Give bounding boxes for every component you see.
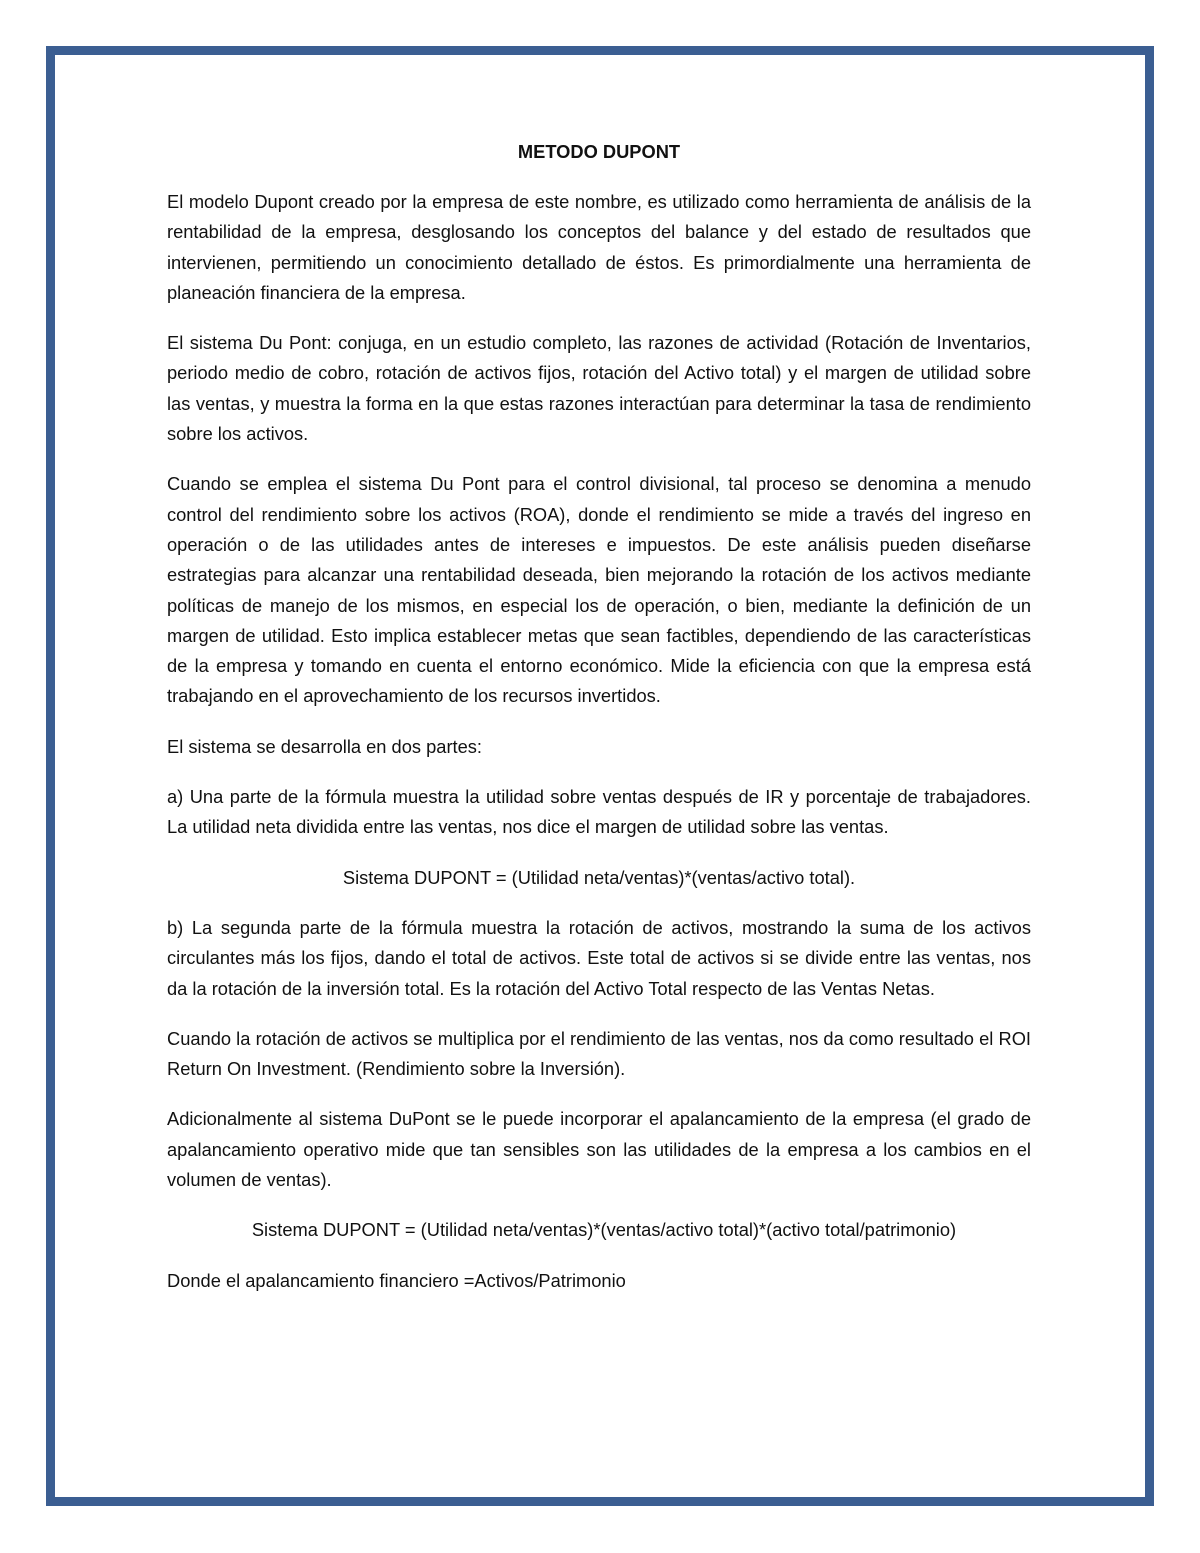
paragraph-control-divisional: Cuando se emplea el sistema Du Pont para el control divisional, tal proceso se denomina a menudo control del rendimiento sobre los activos (ROA), donde el rendimiento se mide a través del ingreso en operación o de las utilidades antes de intereses e impuestos. De este análisis pueden diseñarse estrategias para alcanzar una rentabilidad deseada, bien mejorando la rotación de los activos mediante políticas de manejo de los mismos, en especial los de operación, o bien, mediante la definición de un margen de utilidad. Esto implica establecer metas que sean factibles, dependiendo de las características de la empresa y tomando en cuenta el entorno económico. Mide la eficiencia con que la empresa está trabajando en el aprovechamiento de los recursos invertidos. <box>167 473 1031 707</box>
paragraph-parte-b: b) La segunda parte de la fórmula muestra la rotación de activos, mostrando la suma de los activos circulantes más los fijos, dando el total de activos. Este total de activos si se divide entre las ventas, nos da la rotación de la inversión total. Es la rotación del Activo Total respecto de las Ventas Netas. <box>167 916 1031 999</box>
paragraph-parte-a: a) Una parte de la fórmula muestra la utilidad sobre ventas después de IR y porcentaje de trabajadores. La utilidad neta dividida entre las ventas, nos dice el margen de utilidad sobre las ventas. <box>167 786 1031 838</box>
formula-dupont-2: Sistema DUPONT = (Utilidad neta/ventas)*(ventas/activo total)*(activo total/patrimonio) <box>251 1219 957 1241</box>
closing-line: Donde el apalancamiento financiero =Activos/Patrimonio <box>167 1269 626 1291</box>
paragraph-intro: El modelo Dupont creado por la empresa de este nombre, es utilizado como herramienta de análisis de la rentabilidad de la empresa, desglosando los conceptos del balance y del estado de resultados que intervienen, permitiendo un conocimiento detallado de éstos. Es primordialmente una herramienta de planeación financiera de la empresa. <box>167 191 1031 303</box>
paragraph-roi: Cuando la rotación de activos se multiplica por el rendimiento de las ventas, nos da como resultado el ROI Return On Investment. (Rendimiento sobre la Inversión). <box>167 1027 1031 1080</box>
paragraph-sistema-du-pont: El sistema Du Pont: conjuga, en un estudio completo, las razones de actividad (Rotación de Inventarios, periodo medio de cobro, rotación de activos fijos, rotación del Activo total) y el margen de utilidad sobre las ventas, y muestra la forma en la que estas razones interactúan para determinar la tasa de rendimiento sobre los activos. <box>167 332 1031 445</box>
formula-dupont-1: Sistema DUPONT = (Utilidad neta/ventas)*(ventas/activo total). <box>342 866 856 888</box>
paragraph-dos-partes: El sistema se desarrolla en dos partes: <box>167 735 482 757</box>
paragraph-apalancamiento: Adicionalmente al sistema DuPont se le puede incorporar el apalancamiento de la empresa (el grado de apalancamiento operativo mide que tan sensibles son las utilidades de la empresa a los cambios en el volumen de ventas). <box>167 1108 1031 1191</box>
document-title: METODO DUPONT <box>517 141 681 162</box>
document-body <box>167 137 1031 1296</box>
